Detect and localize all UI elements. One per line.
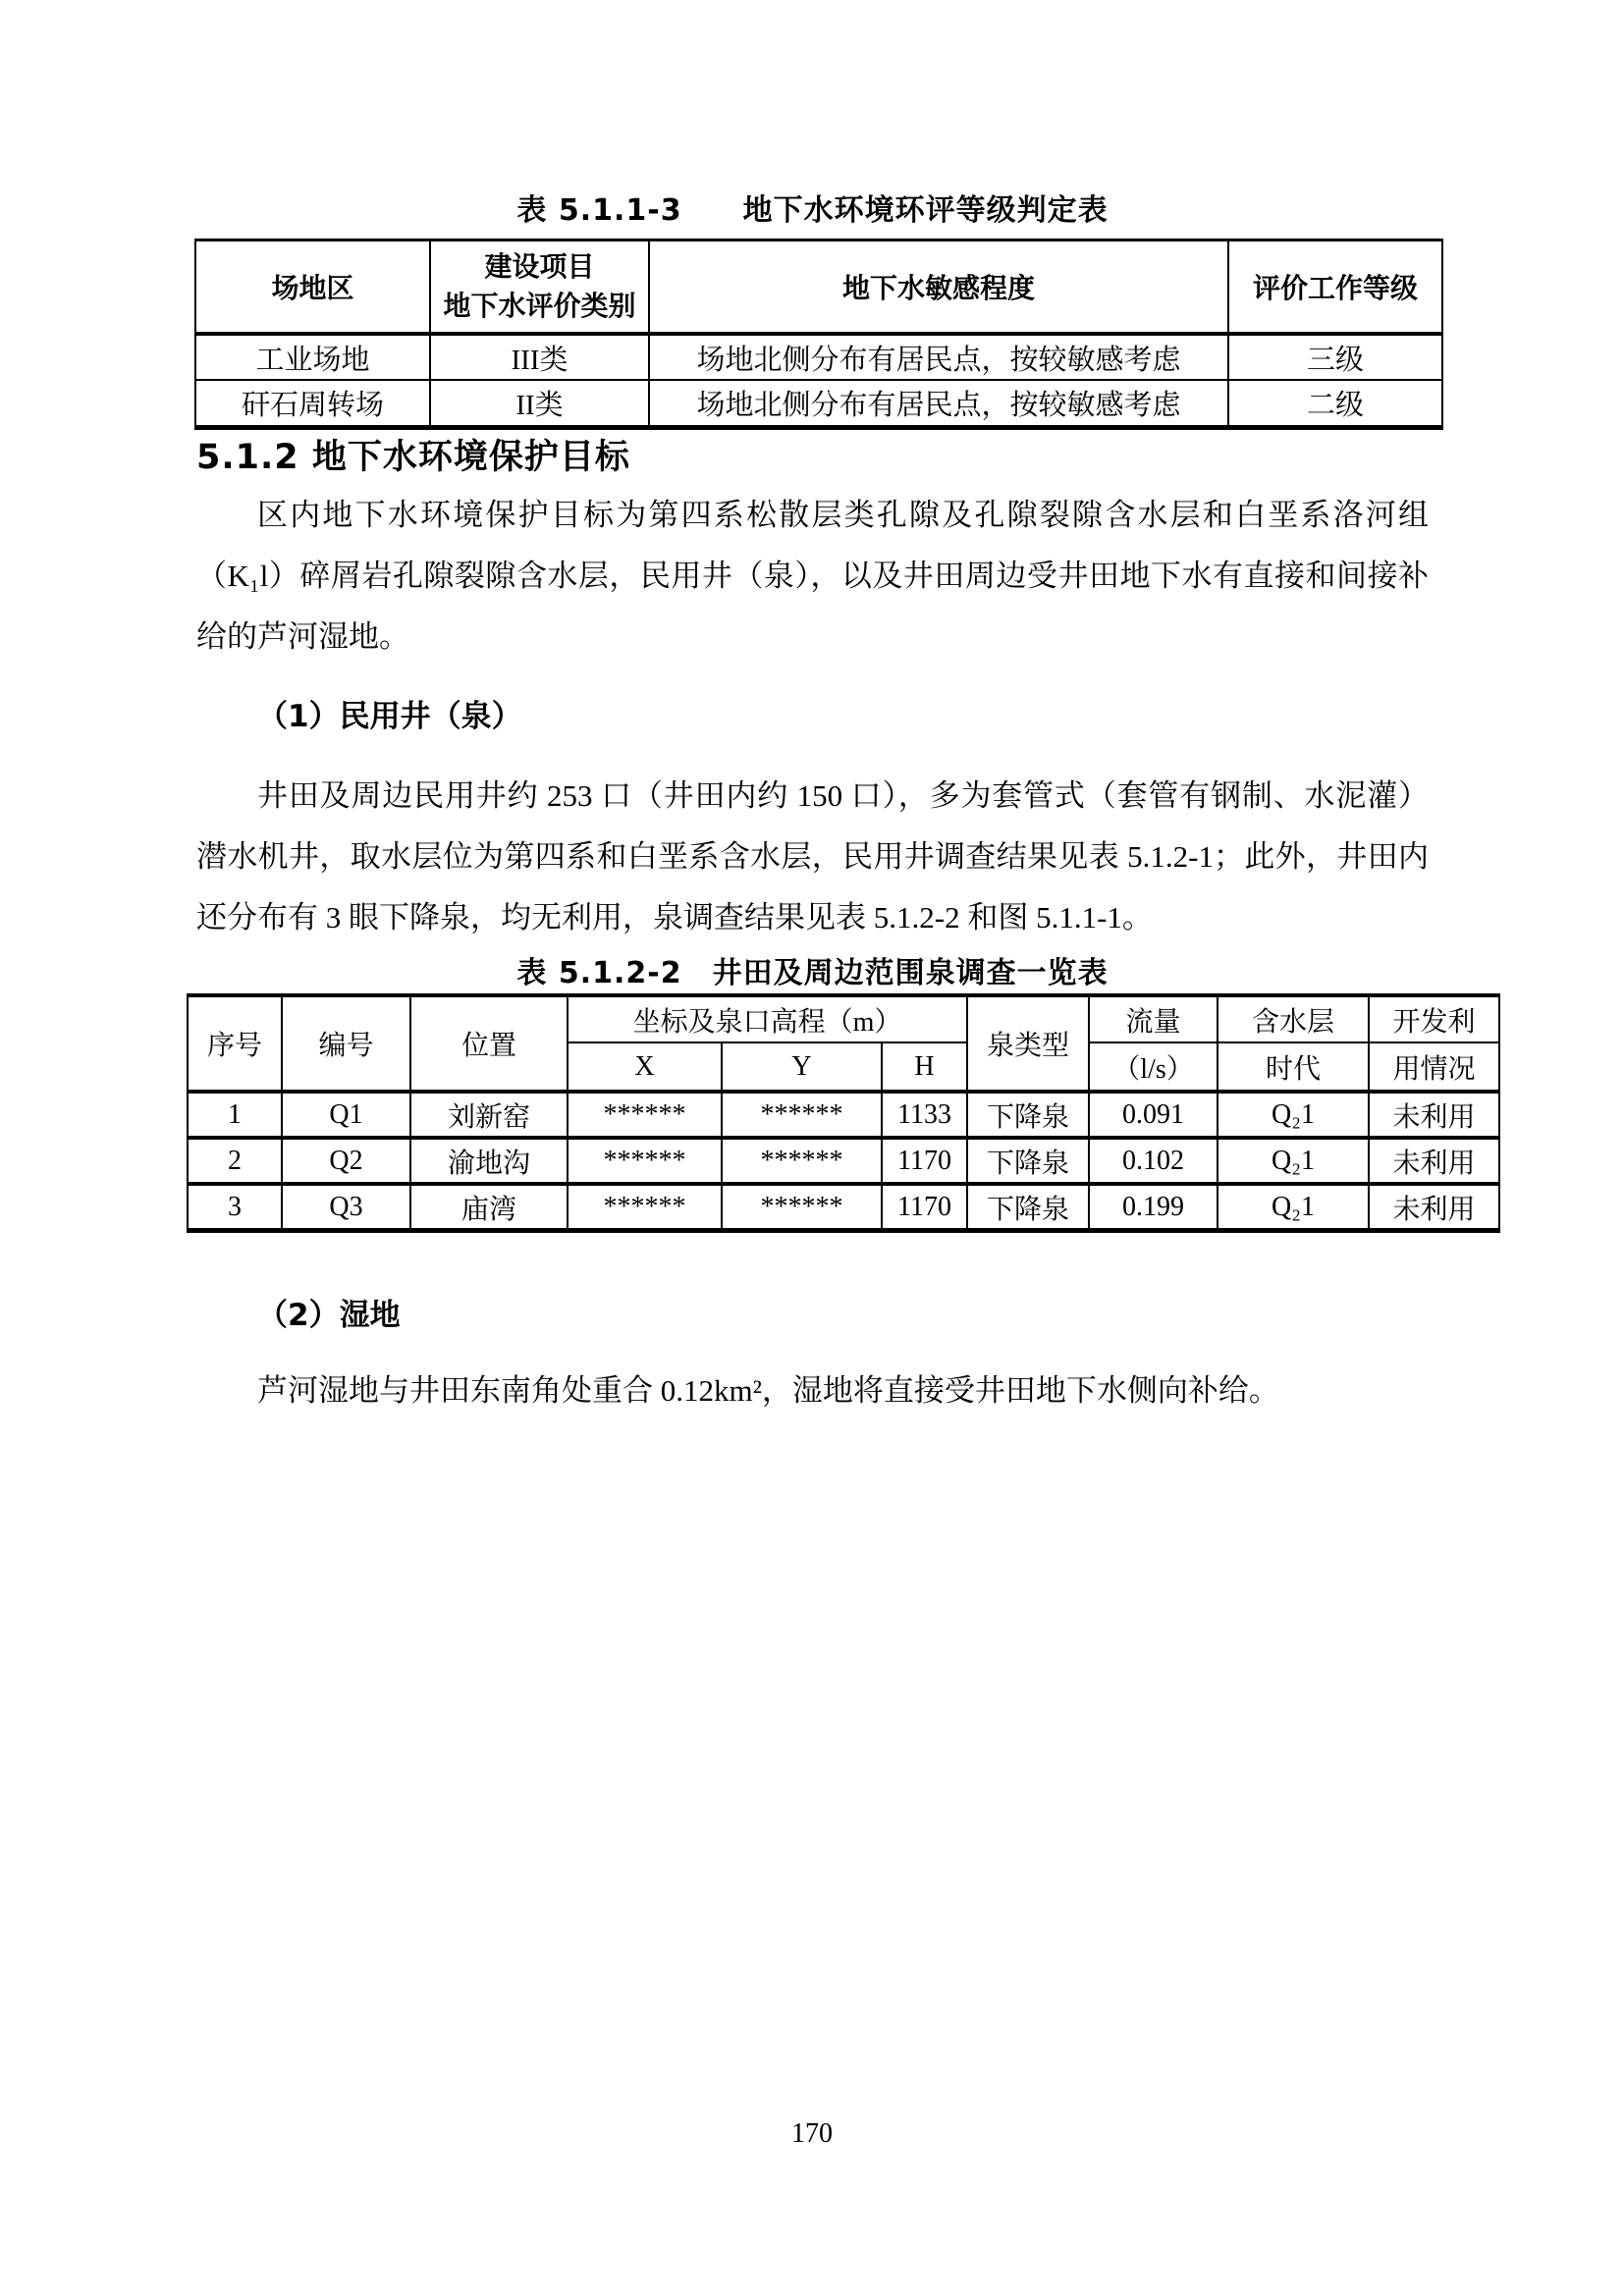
table-row bbox=[188, 1184, 1499, 1231]
cell-x: ****** bbox=[568, 1138, 722, 1184]
cell-site: 矸石周转场 bbox=[195, 380, 430, 428]
cell-usage: 未利用 bbox=[1369, 1184, 1499, 1231]
col-header-flow: 流量 bbox=[1089, 995, 1218, 1042]
cell-index: 3 bbox=[188, 1184, 282, 1231]
cell-location: 刘新窑 bbox=[410, 1092, 568, 1138]
col-header-site: 场地区 bbox=[195, 240, 430, 335]
cell-type: 下降泉 bbox=[967, 1092, 1089, 1138]
cell-flow: 0.102 bbox=[1089, 1138, 1218, 1184]
cell-type: 下降泉 bbox=[967, 1138, 1089, 1184]
col-header-location: 位置 bbox=[410, 995, 568, 1092]
col-header-h: H bbox=[882, 1042, 967, 1092]
col-header-aquifer: 含水层 bbox=[1218, 995, 1369, 1042]
cell-h: 1170 bbox=[882, 1184, 967, 1231]
springs-table-header bbox=[188, 995, 1499, 1092]
col-header-project-line2: 地下水评价类别 bbox=[443, 290, 636, 322]
col-header-index: 序号 bbox=[188, 995, 282, 1092]
col-header-usage: 开发利 bbox=[1369, 995, 1499, 1042]
cell-level: 三级 bbox=[1228, 334, 1442, 380]
table-row bbox=[188, 1092, 1499, 1138]
springs-table-title: 表 5.1.2-2 井田及周边范围泉调查一览表 bbox=[516, 956, 1109, 990]
section-heading: 5.1.2 地下水环境保护目标 bbox=[196, 438, 630, 477]
header-row bbox=[195, 240, 1442, 335]
col-header-spring-type: 泉类型 bbox=[967, 995, 1089, 1092]
cell-y: ****** bbox=[722, 1138, 882, 1184]
grading-table-header bbox=[195, 240, 1442, 335]
col-header-coords-group: 坐标及泉口高程（m） bbox=[568, 995, 967, 1042]
springs-table bbox=[187, 993, 1500, 1233]
cell-sensitivity: 场地北侧分布有居民点，按较敏感考虑 bbox=[649, 380, 1228, 428]
paragraph-wells: 井田及周边民用井约 253 口（井田内约 150 口），多为套管式（套管有钢制、水泥灌）潜水机井，取水层位为第四系和白垩系含水层，民用井调查结果见表 5.1.2-1；此外，井田内还分布有 3 眼下降泉，均无利用，泉调查结果见表 5.1.2-2 和图 5.1.1-1。 bbox=[196, 778, 1429, 934]
subsection-1-heading: （1）民用井（泉） bbox=[257, 699, 522, 734]
col-header-aquifer-era: 时代 bbox=[1218, 1042, 1369, 1092]
cell-y: ****** bbox=[722, 1092, 882, 1138]
cell-aquifer: Q₂1 bbox=[1218, 1092, 1369, 1138]
paragraph-wetland: 芦河湿地与井田东南角处重合 0.12km²，湿地将直接受井田地下水侧向补给。 bbox=[257, 1373, 1279, 1408]
cell-index: 2 bbox=[188, 1138, 282, 1184]
col-header-sensitivity: 地下水敏感程度 bbox=[649, 240, 1228, 335]
col-header-project-line1: 建设项目 bbox=[484, 250, 595, 283]
cell-aquifer: Q₂1 bbox=[1218, 1184, 1369, 1231]
cell-site: 工业场地 bbox=[195, 334, 430, 380]
cell-code: Q1 bbox=[282, 1092, 410, 1138]
subsection-2-heading: （2）湿地 bbox=[257, 1298, 401, 1333]
cell-location: 庙湾 bbox=[410, 1184, 568, 1231]
cell-location: 渝地沟 bbox=[410, 1138, 568, 1184]
cell-x: ****** bbox=[568, 1184, 722, 1231]
header-row-1 bbox=[188, 995, 1499, 1042]
cell-h: 1170 bbox=[882, 1138, 967, 1184]
cell-x: ****** bbox=[568, 1092, 722, 1138]
cell-level: 二级 bbox=[1228, 380, 1442, 428]
grading-table-title: 表 5.1.1-3 地下水环境环评等级判定表 bbox=[516, 193, 1109, 228]
cell-sensitivity: 场地北侧分布有居民点，按较敏感考虑 bbox=[649, 334, 1228, 380]
paragraph-protection-targets: 区内地下水环境保护目标为第四系松散层类孔隙及孔隙裂隙含水层和白垩系洛河组（K₁l）碎屑岩孔隙裂隙含水层，民用井（泉），以及井田周边受井田地下水有直接和间接补给的芦河湿地。 bbox=[196, 498, 1429, 654]
cell-code: Q3 bbox=[282, 1184, 410, 1231]
page-number: 170 bbox=[791, 2118, 833, 2149]
col-header-flow-unit: （l/s） bbox=[1089, 1042, 1218, 1092]
cell-usage: 未利用 bbox=[1369, 1138, 1499, 1184]
grading-table bbox=[194, 239, 1443, 430]
col-header-y: Y bbox=[722, 1042, 882, 1092]
cell-y: ****** bbox=[722, 1184, 882, 1231]
col-header-code: 编号 bbox=[282, 995, 410, 1092]
cell-aquifer: Q₂1 bbox=[1218, 1138, 1369, 1184]
col-header-usage-line2: 用情况 bbox=[1369, 1042, 1499, 1092]
col-header-project-category bbox=[430, 240, 649, 335]
cell-category: III类 bbox=[430, 334, 649, 380]
cell-usage: 未利用 bbox=[1369, 1092, 1499, 1138]
table-row bbox=[195, 334, 1442, 380]
cell-h: 1133 bbox=[882, 1092, 967, 1138]
cell-index: 1 bbox=[188, 1092, 282, 1138]
table-row bbox=[188, 1138, 1499, 1184]
col-header-work-level: 评价工作等级 bbox=[1228, 240, 1442, 335]
cell-type: 下降泉 bbox=[967, 1184, 1089, 1231]
cell-category: II类 bbox=[430, 380, 649, 428]
cell-code: Q2 bbox=[282, 1138, 410, 1184]
cell-flow: 0.091 bbox=[1089, 1092, 1218, 1138]
col-header-x: X bbox=[568, 1042, 722, 1092]
cell-flow: 0.199 bbox=[1089, 1184, 1218, 1231]
table-row bbox=[195, 380, 1442, 428]
